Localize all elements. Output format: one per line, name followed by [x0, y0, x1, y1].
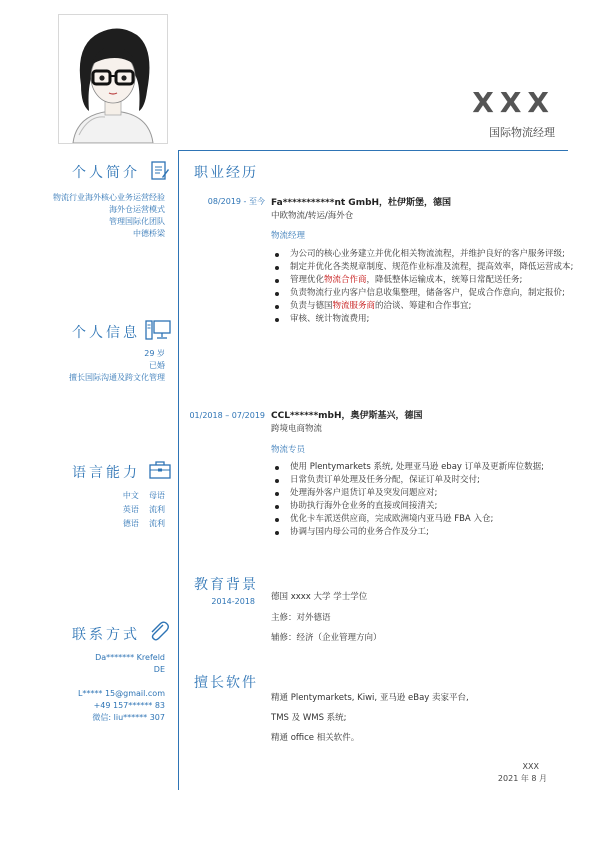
contact-list [78, 652, 165, 724]
language-level: 流利 [149, 505, 165, 514]
job-company: CCL******mbH，奥伊斯基兴，德国 [271, 411, 423, 421]
duty-item [290, 500, 590, 513]
document-edit-icon [150, 160, 170, 182]
duty-text: ，降低整体运输成本，统筹日常配送任务; [366, 275, 523, 285]
intro-line: 海外仓运营模式 [109, 205, 165, 214]
duty-item [290, 513, 590, 526]
duty-item [290, 461, 590, 474]
info-heading: 个人信息 [72, 325, 140, 341]
education-heading: 教育背景 [194, 577, 258, 593]
language-list [123, 490, 165, 530]
duty-highlight: 物流服务商 [332, 301, 376, 311]
duty-item [290, 526, 590, 539]
education-date: 2014-2018 [211, 597, 255, 606]
phone-number: +49 157****** 83 [93, 701, 165, 710]
intro-list [53, 192, 165, 240]
duty-text: 的洽谈、筹建和合作事宜; [375, 301, 472, 311]
info-list [69, 348, 165, 384]
intro-line: 中德桥梁 [133, 229, 165, 238]
avatar-illustration [59, 15, 167, 143]
language-row [123, 504, 165, 516]
address-line: Da******* Krefeld [95, 653, 165, 662]
job-business: 跨境电商物流 [271, 424, 323, 434]
duty-text: 协调与国内母公司的业务合作及分工; [290, 527, 429, 537]
duty-item [290, 474, 590, 487]
language-name: 中文 [122, 491, 139, 500]
software-heading: 擅长软件 [194, 675, 258, 691]
resume-job-title: 国际物流经理 [489, 126, 555, 139]
sidebar-divider [178, 150, 179, 790]
duty-item [290, 274, 590, 287]
duty-item [290, 287, 590, 300]
avatar [58, 14, 168, 144]
duty-text: 为公司的核心业务建立并优化相关物流流程，并维护良好的客户服务评级; [290, 249, 565, 259]
email-link[interactable]: L***** 15@gmail.com [77, 689, 165, 698]
software-line: TMS 及 WMS 系统; [271, 713, 347, 723]
duty-text: 负责与德国 [290, 301, 333, 311]
duty-text: 使用 Plentymarkets 系统, 处理亚马逊 ebay 订单及更新库位数据; [290, 462, 545, 472]
duty-item [290, 261, 590, 274]
language-level: 母语 [149, 491, 165, 500]
age: 29 岁 [144, 349, 165, 358]
job-business: 中欧物流/转运/海外仓 [271, 211, 354, 221]
language-name: 英语 [122, 505, 139, 514]
duty-highlight: 物流合作商 [324, 275, 367, 285]
paperclip-icon [148, 620, 170, 642]
duty-text: 制定并优化各类规章制度、规范作业标准及流程，提高效率，降低运营成本; [290, 262, 574, 272]
duty-item [290, 248, 590, 261]
header-divider [178, 150, 568, 151]
duty-item [290, 313, 590, 326]
duty-text: 负责物流行业内客户信息收集整理，储备客户，促成合作意向，制定报价; [290, 288, 565, 298]
contact-heading: 联系方式 [72, 627, 140, 643]
duty-text: 审核、统计物流费用; [290, 314, 370, 324]
footer-name: XXX [522, 762, 539, 771]
resume-name: XXX [472, 86, 555, 119]
marital-status: 已婚 [149, 361, 165, 370]
country-line: DE [153, 665, 165, 674]
language-heading: 语言能力 [72, 465, 140, 481]
duty-text: 处理海外客户退货订单及突发问题应对; [290, 488, 438, 498]
language-name: 德语 [122, 519, 139, 528]
education-major: 主修：对外德语 [271, 613, 331, 623]
intro-line: 物流行业海外核心业务运营经验 [53, 193, 165, 202]
software-line: 精通 office 相关软件。 [271, 733, 360, 743]
job-date: 01/2018 – 07/2019 [189, 411, 265, 420]
duty-item [290, 300, 590, 313]
briefcase-icon [149, 460, 171, 480]
skill-summary: 擅长国际沟通及跨文化管理 [69, 373, 165, 382]
software-line: 精通 Plentymarkets, Kiwi, 亚马逊 eBay 卖家平台, [271, 693, 469, 703]
job-role: 物流经理 [271, 231, 306, 241]
language-row [123, 490, 165, 502]
duty-text: 优化卡车派送供应商，完成欧洲境内亚马逊 FBA 入仓; [290, 514, 494, 524]
computer-icon [145, 318, 171, 342]
job-company: Fa***********nt GmbH，杜伊斯堡，德国 [271, 198, 452, 208]
intro-heading: 个人简介 [72, 165, 140, 181]
job-duties-list [272, 461, 590, 539]
language-row [123, 518, 165, 530]
language-level: 流利 [149, 519, 165, 528]
duty-text: 管理优化 [290, 275, 325, 285]
job-role: 物流专员 [271, 445, 306, 455]
wechat-id: 微信: liu****** 307 [92, 713, 165, 722]
education-minor: 辅修：经济（企业管理方向） [271, 633, 382, 643]
experience-heading: 职业经历 [194, 165, 258, 181]
job-duties-list [272, 248, 590, 326]
education-degree: 德国 xxxx 大学 学士学位 [271, 592, 368, 602]
duty-text: 协助执行海外仓业务的直接或间接清关; [290, 501, 438, 511]
intro-line: 管理国际化团队 [109, 217, 165, 226]
job-date: 08/2019 - 至今 [207, 197, 265, 206]
footer-date: 2021 年 8 月 [497, 774, 547, 783]
duty-text: 日常负责订单处理及任务分配，保证订单及时交付; [290, 475, 480, 485]
duty-item [290, 487, 590, 500]
